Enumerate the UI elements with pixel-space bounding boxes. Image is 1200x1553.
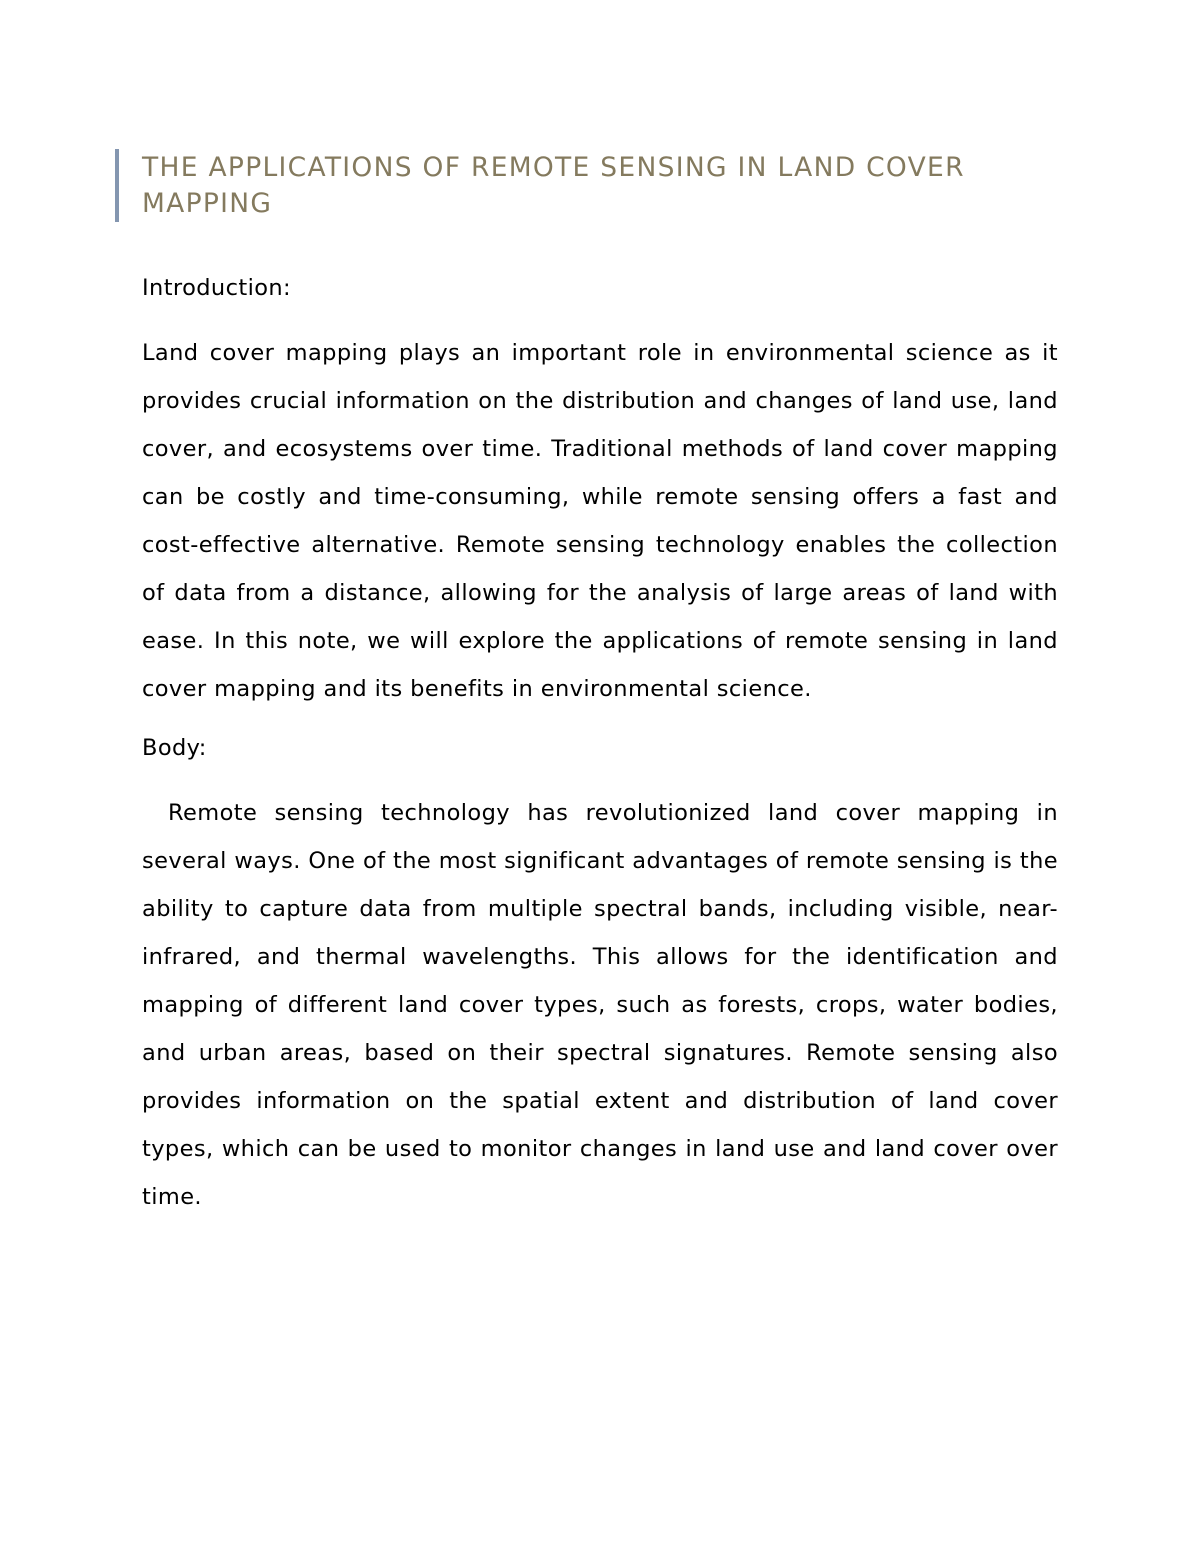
title-block [115, 149, 1042, 222]
section-paragraph-introduction: Land cover mapping plays an important role in environmental science as it provides crucial information on the distribution and changes of land use, land cover, and ecosystems over time. Traditional methods of land cover mapping can be costly and time-consuming, while remote sensing offers a fast and cost-effective alternative. Remote sensing technology enables the collection of data from a distance, allowing for the analysis of large areas of land with ease. In this note, we will explore the applications of remote sensing in land cover mapping and its benefits in environmental science. [142, 340, 1058, 702]
section-paragraph-body: Remote sensing technology has revolutionized land cover mapping in several ways. One of the most significant advantages of remote sensing is the ability to capture data from multiple spectral bands, including visible, near-infrared, and thermal wavelengths. This allows for the identification and mapping of different land cover types, such as forests, crops, water bodies, and urban areas, based on their spectral signatures. Remote sensing also provides information on the spatial extent and distribution of land cover types, which can be used to monitor changes in land use and land cover over time. [142, 800, 1058, 1210]
document-title: THE APPLICATIONS OF REMOTE SENSING IN LAND COVER MAPPING [142, 152, 965, 219]
document-body [142, 268, 1058, 1221]
section-heading-introduction: Introduction: [142, 275, 292, 301]
section-heading-body: Body: [142, 735, 207, 761]
